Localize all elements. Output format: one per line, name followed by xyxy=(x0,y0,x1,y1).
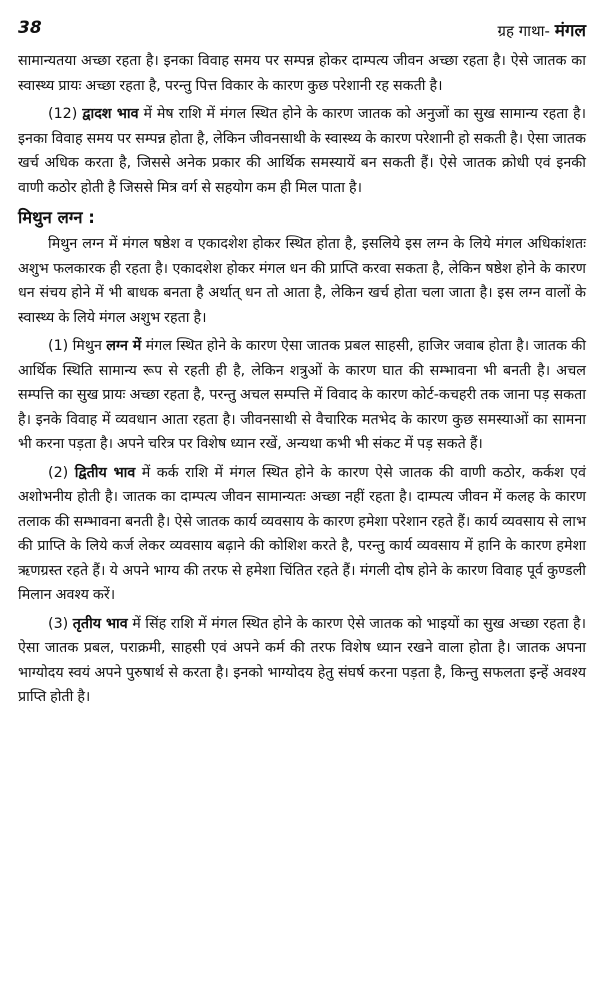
paragraph-gemini-intro: मिथुन लग्न में मंगल षष्ठेश व एकादशेश होकर स्थित होता है, इसलिये इस लग्न के लिये मंगल अधिकांशतः अशुभ फलकारक ही रहता है। एकादशेश होकर मंगल धन की प्राप्ति करवा सकता है, लेकिन षष्ठेश होने के कारण धन संचय होने में भी बाधक बनता है अर्थात् धन तो आता है, लेकिन खर्च होता चला जाता है। इस लग्न वालों के स्वास्थ्य के लिये मंगल अशुभ रहता है। xyxy=(18,236,586,326)
running-title xyxy=(498,18,586,41)
paragraph-second-house xyxy=(18,461,586,608)
running-title-prefix: ग्रह गाथा- xyxy=(497,22,550,40)
paragraph-text: में कर्क राशि में मंगल स्थित होने के कारण ऐसे जातक की वाणी कठोर, कर्कश एवं अशोभनीय होती है। जातक का दाम्पत्य जीवन सामान्यतः अच्छा नहीं रहता है। दाम्पत्य जीवन में कलह के कारण तलाक की सम्भावना बनती है। ऐसे जातक कार्य व्यवसाय के कारण हमेशा परेशान रहते हैं। कार्य व्यवसाय से लाभ की प्राप्ति के लिये कर्ज लेकर व्यवसाय बढ़ाने की कोशिश करते है, परन्तु कार्य व्यवसाय में हानि के कारण हमेशा ऋणग्रस्त रहते हैं। ये अपने भाग्य की तरफ से हमेशा चिंतित रहते हैं। मंगली दोष होने के कारण विवाह पूर्व कुण्डली मिलान अवश्य करें। xyxy=(18,464,587,603)
bold-term: तृतीय भाव xyxy=(72,615,128,632)
paragraph-number: (1) मिथुन xyxy=(48,338,102,354)
paragraph-text: में मेष राशि में मंगल स्थित होने के कारण जातक को अनुजों का सुख सामान्य रहता है। इनका विवाह समय पर सम्पन्न होता है, लेकिन जीवनसाथी के स्वास्थ्य के कारण परेशानी हो सकती है। ऐसा जातक खर्च अधिक करता है, जिससे अनेक प्रकार की आर्थिक समस्यायें बन सकती हैं। ऐसे जातक क्रोधी एवं इनकी वाणी कठोर होती है जिससे मित्र वर्ग से सहयोग कम ही मिल पाता है। xyxy=(18,106,587,196)
paragraph-third-house xyxy=(18,612,586,710)
paragraph-text: मंगल स्थित होने के कारण ऐसा जातक प्रबल साहसी, हाजिर जवाब होता है। जातक की आर्थिक स्थिति सामान्य रूप से रहती ही है, लेकिन शत्रुओं के कारण घात की सम्भावना भी बनती है। अचल सम्पत्ति का सुख प्रायः अच्छा रहता है, परन्तु अचल सम्पत्ति में विवाद के कारण कोर्ट-कचहरी तक जाना पड़ सकता है। इनके विवाह में व्यवधान आता रहता है। जीवनसाथी से वैचारिक मतभेद के कारण कुछ समस्याओं का सामना भी करना पड़ता है। अपने चरित्र पर विशेष ध्यान रखें, अन्यथा कभी भी संकट में पड़ सकते हैं। xyxy=(18,338,586,452)
paragraph-number: (3) xyxy=(48,615,69,632)
paragraph-continued: सामान्यतया अच्छा रहता है। इनका विवाह समय पर सम्पन्न होकर दाम्पत्य जीवन अच्छा रहता है। ऐसे जातक का स्वास्थ्य प्रायः अच्छा रहता है, परन्तु पित्त विकार के कारण कुछ परेशानी रह सकती है। xyxy=(18,53,586,94)
section-heading: मिथुन लग्न : xyxy=(18,208,95,227)
page-header xyxy=(18,0,586,41)
paragraph-number: (2) xyxy=(48,464,69,481)
bold-term: लग्न में xyxy=(106,338,142,354)
running-title-strong: मंगल xyxy=(554,21,586,41)
body-text xyxy=(18,49,586,710)
paragraph-text: में सिंह राशि में मंगल स्थित होने के कारण ऐसे जातक को भाइयों का सुख अच्छा रहता है। ऐसा जातक प्रबल, पराक्रमी, साहसी एवं अपने कर्म की तरफ विशेष ध्यान रखने वाला होता है। जातक अपना भाग्योदय स्वयं अपने पुरुषार्थ से करता है। इनको भाग्योदय हेतु संघर्ष करना पड़ता है, किन्तु सफलता इन्हें अवश्य प्राप्ति होती है। xyxy=(18,615,587,705)
paragraph-twelfth-house xyxy=(18,102,586,200)
page-number: 38 xyxy=(18,18,42,38)
bold-term: द्वितीय भाव xyxy=(74,464,136,481)
paragraph-first-house xyxy=(18,334,586,457)
bold-term: द्वादश भाव xyxy=(82,106,139,122)
paragraph-number: (12) xyxy=(48,106,78,122)
